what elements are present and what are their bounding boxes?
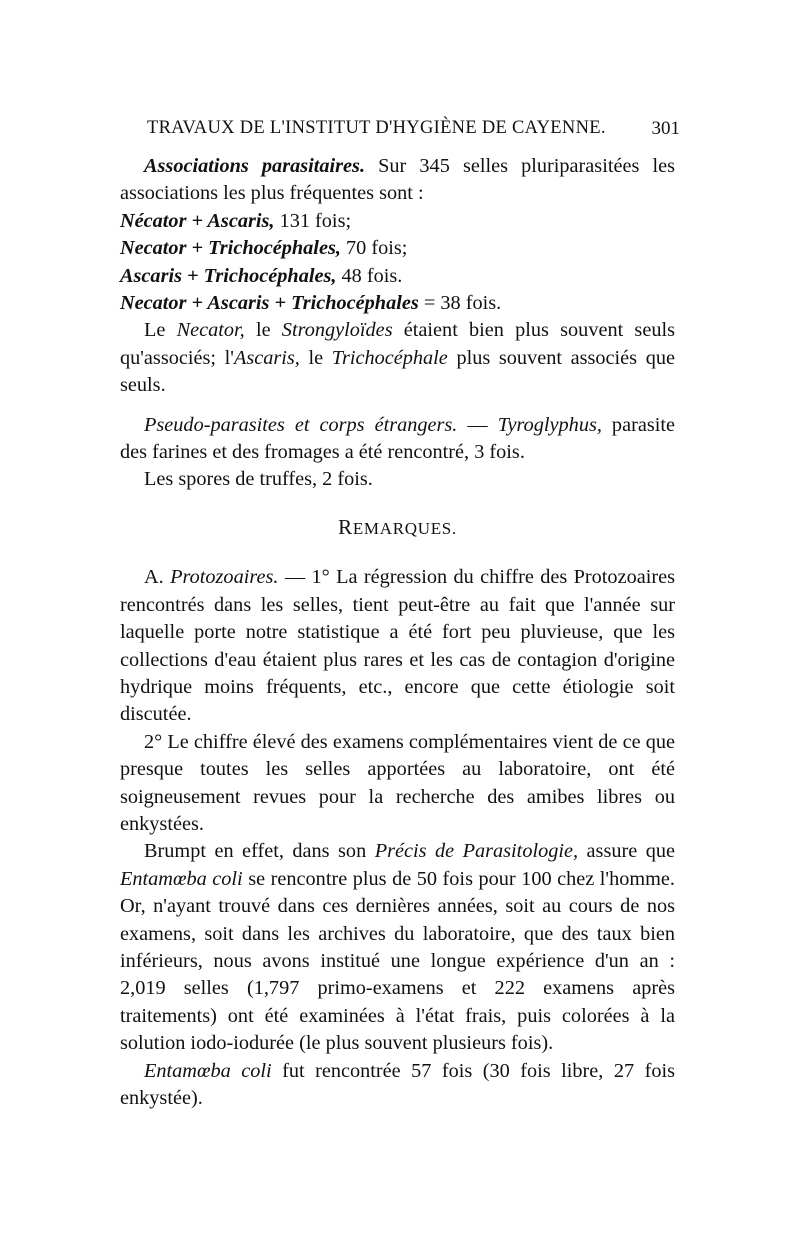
necator-text-2: le xyxy=(244,319,282,342)
association-species-2: Necator + Trichocéphales, xyxy=(120,237,341,260)
necator-text-5: plus souvent associés que seuls. xyxy=(120,346,675,397)
pseudo-parasites-paragraph xyxy=(120,412,675,467)
brumpt-text-3: se rencontre plus de 50 fois pour 100 chez l'homme. Or, n'ayant trouvé dans ces dernières années, soit au cours de nos examens, soit dans les archives du laboratoire, que des taux bien inférieurs, nous avons institué une longue expérience d'un an : 2,019 selles (1,797 primo-examens et 222 examens après traitements) ont été examinées à l'état frais, puis colorées à la solution iodo-iodurée (le plus souvent plusieurs fois). xyxy=(120,867,675,1055)
final-paragraph xyxy=(120,1058,675,1113)
association-species-4: Necator + Ascaris + Trichocéphales xyxy=(120,292,419,315)
association-line-4 xyxy=(120,290,675,317)
protozoaires-label: Protozoaires. xyxy=(170,566,279,589)
associations-text: Sur 345 selles pluriparasitées les associations les plus fréquentes sont : xyxy=(120,155,675,205)
association-count-2: 70 fois; xyxy=(345,237,408,260)
protozoaires-text: — 1° La régression du chiffre des Protozoaires rencontrés dans les selles, tient peut-être au fait que l'année sur laquelle porte notre statistique a été fort peu pluvieuse, que les collections d'eau étaient plus rares et les cas de contagion d'origine hydrique moins fréquents, etc., encore que cette étiologie soit discutée. xyxy=(120,566,675,726)
truffles-paragraph: Les spores de truffes, 2 fois. xyxy=(144,468,373,491)
associations-paragraph xyxy=(120,153,675,208)
necator-name: Necator, xyxy=(176,319,245,342)
running-title: TRAVAUX DE L'INSTITUT D'HYGIÈNE DE CAYENNE. xyxy=(147,118,606,138)
pseudo-parasites-label: Pseudo-parasites et corps étrangers. xyxy=(144,413,458,436)
association-species-3: Ascaris + Trichocéphales, xyxy=(120,264,337,287)
strongyloides-name: Strongyloïdes xyxy=(281,319,393,342)
association-count-3: 48 fois. xyxy=(341,264,403,287)
brumpt-book-title: Précis de Parasitologie, xyxy=(374,840,579,863)
trichocephale-name: Trichocéphale xyxy=(331,346,448,369)
brumpt-text-2: assure que xyxy=(578,840,675,863)
pseudo-parasites-text: parasite des farines et des fromages a été rencontré, 3 fois. xyxy=(120,413,675,464)
association-line-1 xyxy=(120,208,675,235)
page-number: 301 xyxy=(651,118,680,139)
entamoeba-name: Entamœba coli xyxy=(120,867,243,890)
association-line-2 xyxy=(120,235,675,262)
necator-paragraph xyxy=(120,317,675,399)
protozoaires-lead: A. xyxy=(144,566,171,589)
necator-text-1: Le xyxy=(144,319,177,342)
necator-text-3: étaient bien plus souvent seuls qu'associés; l' xyxy=(120,319,675,369)
brumpt-text-1: Brumpt en effet, dans son xyxy=(144,840,375,863)
body-text xyxy=(120,153,675,1112)
association-species-1: Nécator + Ascaris, xyxy=(120,209,275,232)
final-text: fut rencontrée 57 fois (30 fois libre, 27 fois enkystée). xyxy=(120,1059,675,1109)
ascaris-name: Ascaris, xyxy=(233,346,300,369)
remarques-initial: R xyxy=(338,514,353,539)
protozoaires-paragraph xyxy=(120,564,675,728)
necator-text-4: le xyxy=(299,346,332,369)
remarques-rest: EMARQUES. xyxy=(352,518,457,538)
tyroglyphus-name: Tyroglyphus, xyxy=(497,413,602,436)
brumpt-paragraph xyxy=(120,838,675,1057)
remarques-heading xyxy=(120,514,675,542)
paragraph-gap xyxy=(120,400,675,412)
final-entamoeba-name: Entamœba coli xyxy=(144,1059,272,1082)
association-count-4: = 38 fois. xyxy=(423,292,502,315)
pseudo-parasites-dash: — xyxy=(457,413,498,436)
point-two-paragraph: 2° Le chiffre élevé des examens complémentaires vient de ce que presque toutes les selles apportées au laboratoire, ont été soigneusement revues pour la recherche des amibes libres ou enkystées. xyxy=(120,730,675,835)
association-line-3 xyxy=(120,263,675,290)
associations-label: Associations parasitaires. xyxy=(144,155,366,177)
running-header xyxy=(120,118,680,144)
association-count-1: 131 fois; xyxy=(279,209,352,232)
